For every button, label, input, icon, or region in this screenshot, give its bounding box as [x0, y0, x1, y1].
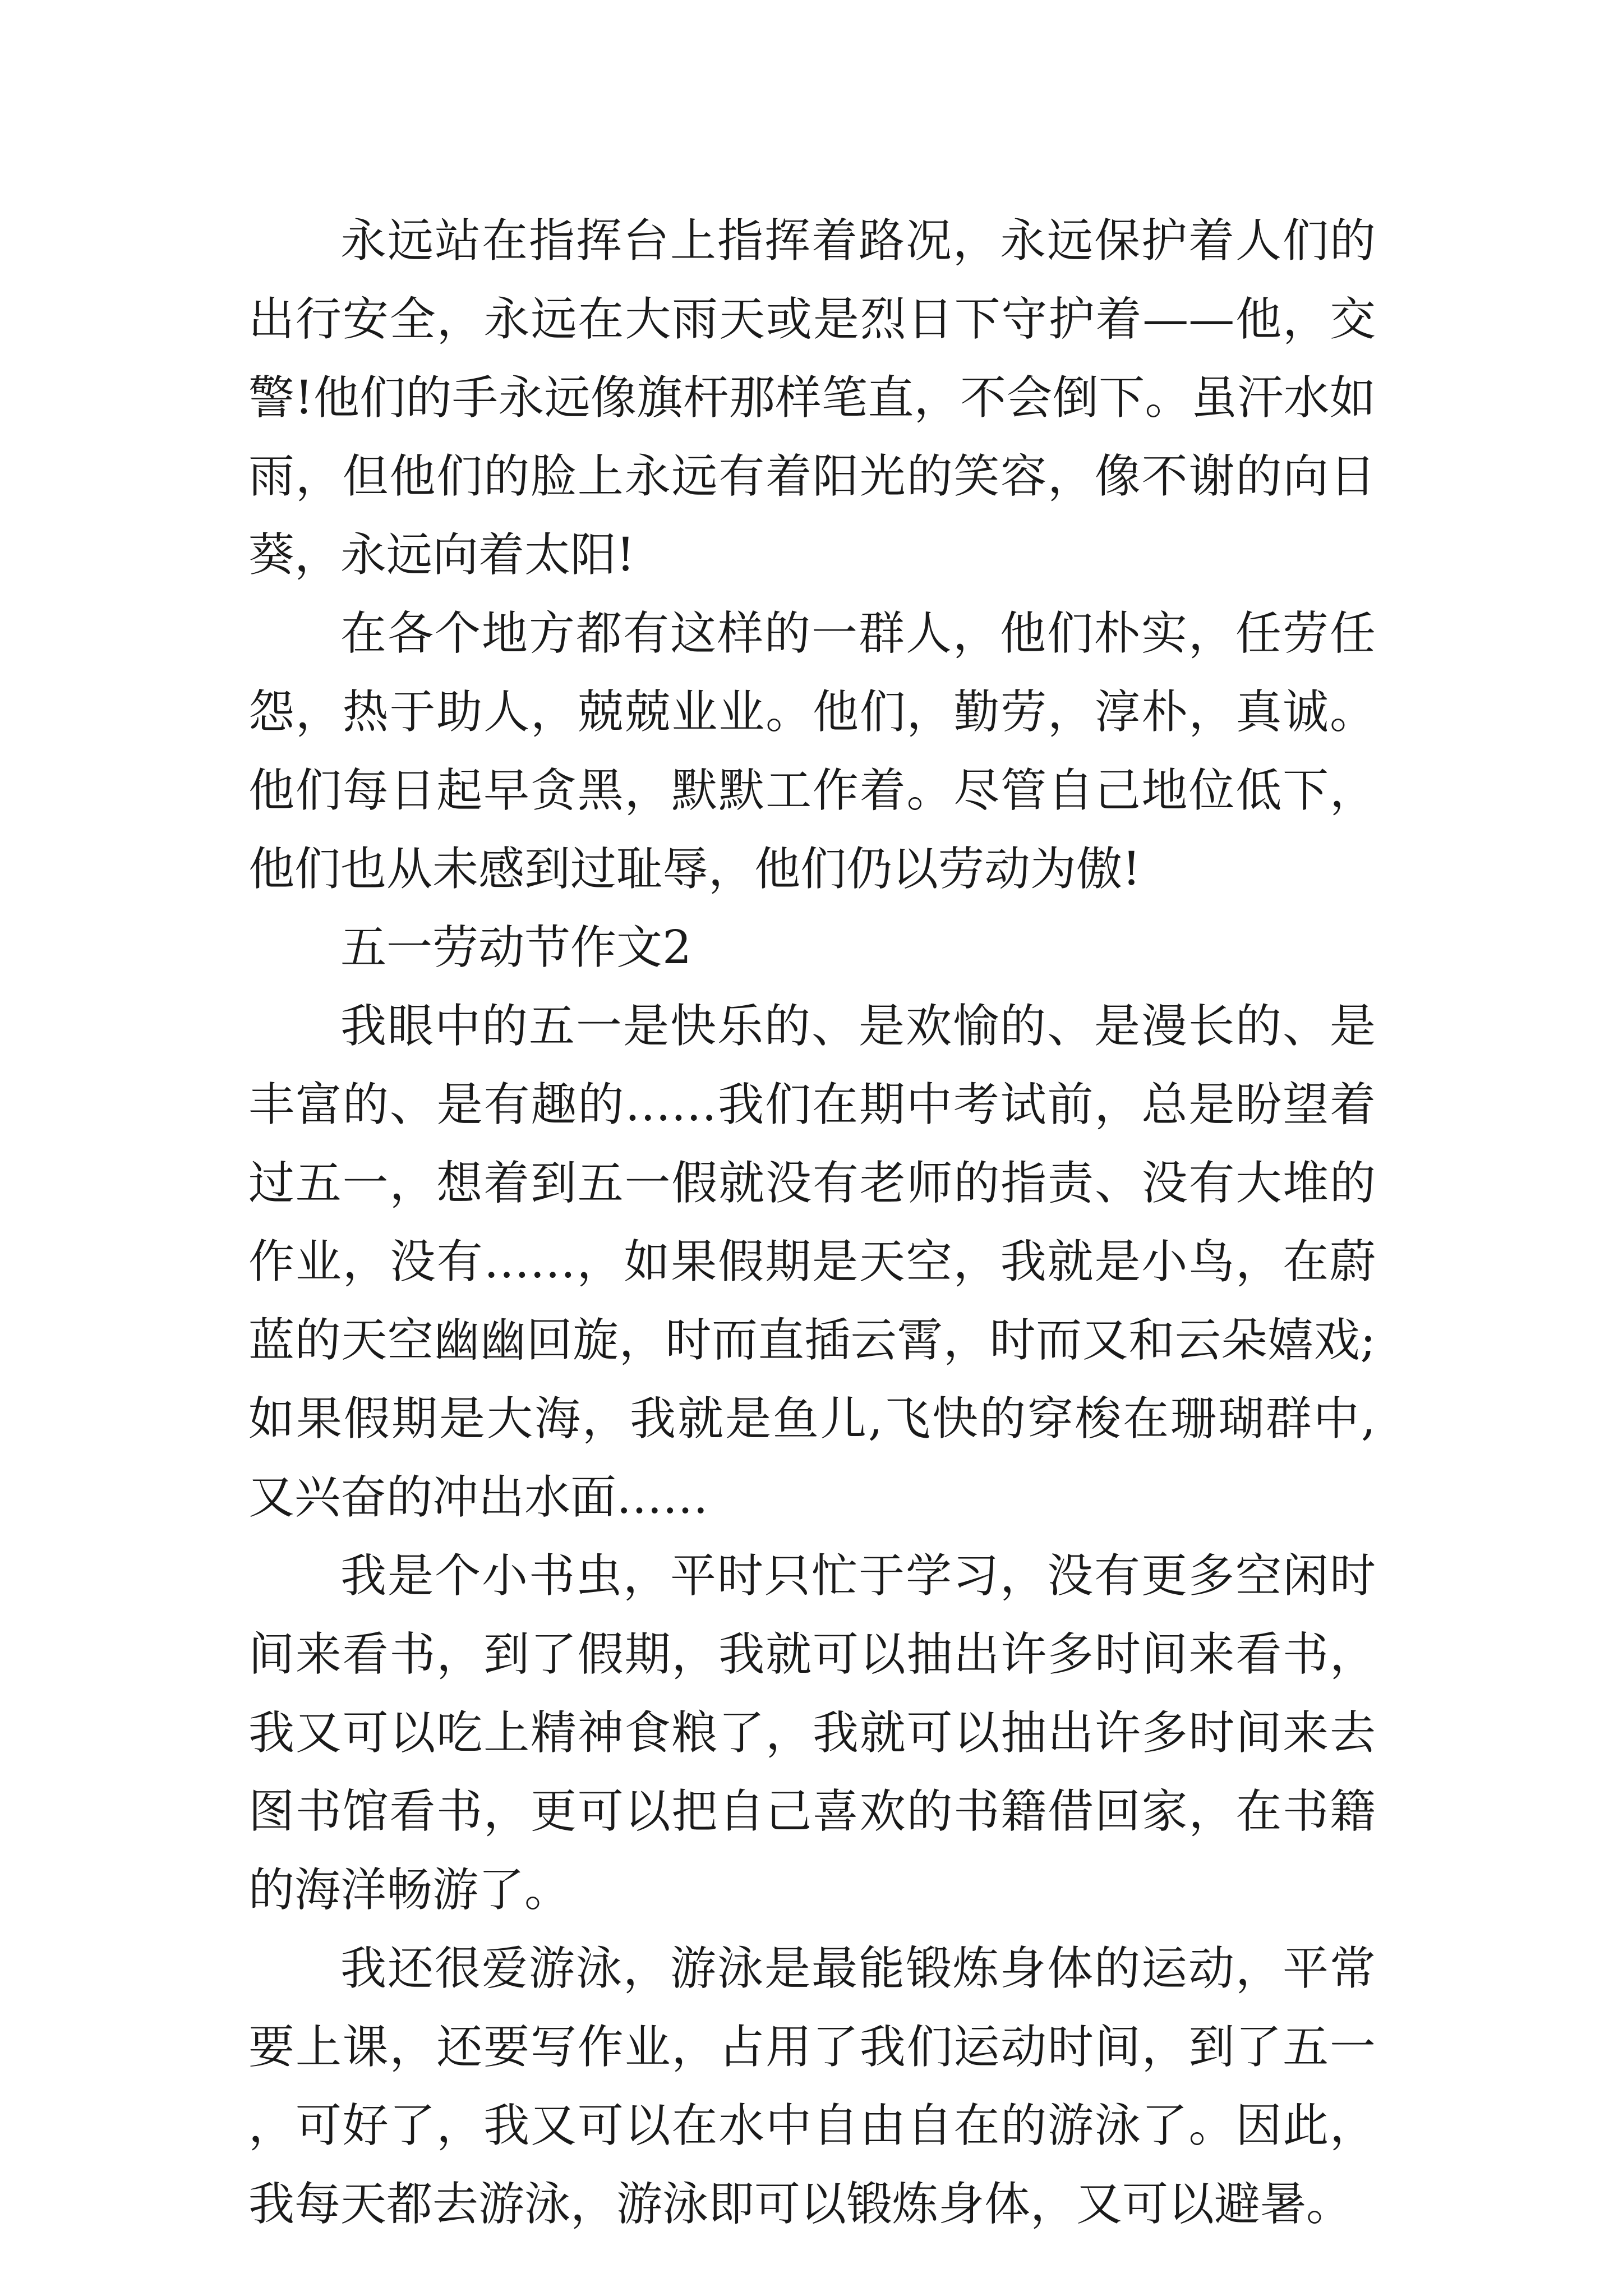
essay-heading: 五一劳动节作文2 — [340, 921, 692, 974]
paragraph-workers: 在各个地方都有这样的一群人，他们朴实，任劳任怨，热于助人，兢兢业业。他们，勤劳，淳朴，真诚。他们每日起早贪黑，默默工作着。尽管自己地位低下，他们也从未感到过耻辱，他们仍以劳动为傲! — [248, 607, 1376, 896]
document-body — [248, 202, 1376, 2244]
paragraph-may-day: 我眼中的五一是快乐的、是欢愉的、是漫长的、是丰富的、是有趣的……我们在期中考试前，总是盼望着过五一，想着到五一假就没有老师的指责、没有大堆的作业，没有……，如果假期是天空，我就是小鸟，在蔚蓝的天空幽幽回旋，时而直插云霄，时而又和云朵嬉戏;如果假期是大海，我就是鱼儿,飞快的穿梭在珊瑚群中,又兴奋的冲出水面…… — [248, 1000, 1376, 1524]
paragraph-traffic-police: 永远站在指挥台上指挥着路况，永远保护着人们的出行安全，永远在大雨天或是烈日下守护着——他，交警!他们的手永远像旗杆那样笔直，不会倒下。虽汗水如雨，但他们的脸上永远有着阳光的笑容，像不谢的向日葵，永远向着太阳! — [248, 214, 1376, 582]
paragraph-bookworm: 我是个小书虫，平时只忙于学习，没有更多空闲时间来看书，到了假期，我就可以抽出许多时间来看书，我又可以吃上精神食粮了，我就可以抽出许多时间来去图书馆看书，更可以把自己喜欢的书籍借回家，在书籍的海洋畅游了。 — [248, 1549, 1376, 1917]
paragraph-swimming: 我还很爱游泳，游泳是最能锻炼身体的运动，平常要上课，还要写作业，占用了我们运动时间，到了五一，可好了，我又可以在水中自由自在的游泳了。因此，我每天都去游泳，游泳即可以锻炼身体，又可以避暑。 — [248, 1942, 1376, 2231]
